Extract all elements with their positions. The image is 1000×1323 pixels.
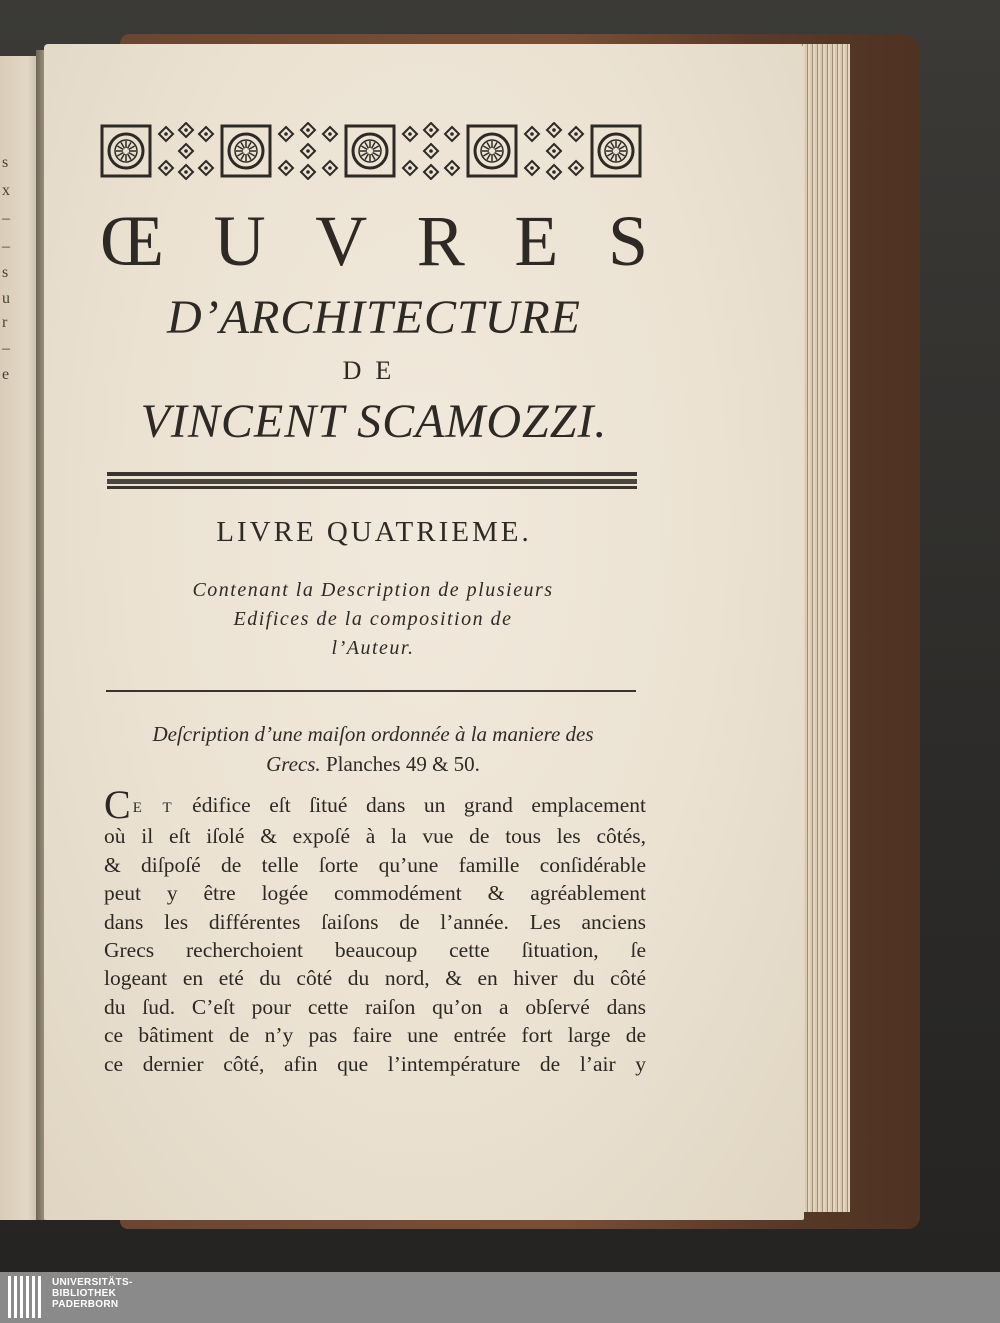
library-name-line: UNIVERSITÄTS-: [52, 1277, 133, 1288]
body-text: [104, 782, 647, 1078]
body-line: logeant en eté du côté du nord, & en hiver du côté: [104, 966, 646, 991]
body-line: dans les différentes ſaiſons de l’année. Les anciens: [104, 909, 646, 934]
book-subtitle: [100, 576, 646, 663]
subtitle-line: l’Auteur.: [331, 637, 415, 659]
subtitle-line: Contenant la Description de plusieurs: [192, 579, 554, 601]
rosette-icon: [346, 126, 394, 176]
rosette-icon: [468, 126, 516, 176]
title-letter: U: [213, 201, 266, 281]
rule-line: [107, 479, 637, 484]
title-letter: Œ: [100, 201, 165, 281]
book-number: LIVRE QUATRIEME.: [216, 516, 532, 548]
diamond-cluster-icon: [403, 123, 459, 179]
title-de: DE: [342, 356, 406, 385]
rule-line: [107, 472, 637, 476]
left-page-letter: x: [2, 182, 10, 199]
library-logo-icon: [8, 1276, 44, 1318]
left-page-letter: r: [2, 314, 8, 331]
body-line: Grecs recherchoient beaucoup cette ſituation, ſe: [104, 938, 646, 963]
left-page-letter: s: [2, 154, 9, 171]
body-line: ce dernier côté, afin que l’intempérature de l’air y: [104, 1051, 646, 1076]
body-line: du ſud. C’eſt pour cette raiſon qu’on a obſervé dans: [104, 994, 646, 1019]
drop-cap: C: [104, 782, 131, 827]
library-name-line: BIBLIOTHEK: [52, 1288, 117, 1299]
left-page-letter: –: [2, 210, 10, 227]
section-heading: [100, 719, 646, 779]
footer-bar: [0, 1272, 1000, 1323]
body-line: & diſpoſé de telle ſorte qu’une famille conſidérable: [104, 852, 646, 877]
body-line: peut y être logée commodément & agréablement: [104, 881, 646, 906]
double-rule: [107, 472, 637, 492]
diamond-cluster-icon: [159, 123, 213, 179]
heading-plates: Planches 49 & 50.: [320, 752, 480, 776]
body-line: [104, 782, 647, 827]
thin-rule: [106, 690, 636, 692]
rule-line: [107, 486, 637, 489]
left-page-letter: s: [2, 264, 9, 281]
rosette-icon: [592, 126, 640, 176]
ornament-pattern: [102, 123, 640, 179]
library-name-line: PADERBORN: [52, 1299, 119, 1310]
left-page-letter: e: [2, 366, 10, 383]
title-letter: R: [416, 201, 465, 281]
body-line: ce bâtiment de n’y pas faire une entrée fort large de: [104, 1023, 646, 1048]
subtitle-line: Edifices de la composition de: [233, 608, 513, 630]
title-letter: E: [514, 201, 559, 281]
rosette-icon: [222, 126, 270, 176]
left-page-letter: –: [2, 238, 10, 255]
first-word-rest: E T: [132, 800, 174, 816]
library-name: [52, 1277, 133, 1310]
title-letter: V: [315, 201, 368, 281]
left-page-letter: u: [2, 290, 10, 307]
body-line: où il eſt iſolé & expoſé à la vue de tous les côtés,: [104, 824, 646, 849]
rosette-icon: [102, 126, 150, 176]
heading-italic: Grecs.: [266, 752, 321, 776]
diamond-cluster-icon: [279, 123, 337, 179]
heading-line: Deſcription d’une maiſon ordonnée à la maniere des: [152, 722, 594, 746]
title-letter: S: [607, 201, 648, 281]
diamond-cluster-icon: [525, 123, 583, 179]
heading-line: [100, 749, 646, 779]
body-line-text: édifice eſt ſitué dans un grand emplacement: [173, 793, 647, 817]
title-architecture: D’ARCHITECTURE: [167, 291, 581, 344]
left-page-letter: –: [2, 340, 10, 357]
title-oeuvres: [100, 203, 648, 279]
ornament-band: [100, 122, 644, 180]
title-author: VINCENT SCAMOZZI.: [140, 395, 608, 448]
